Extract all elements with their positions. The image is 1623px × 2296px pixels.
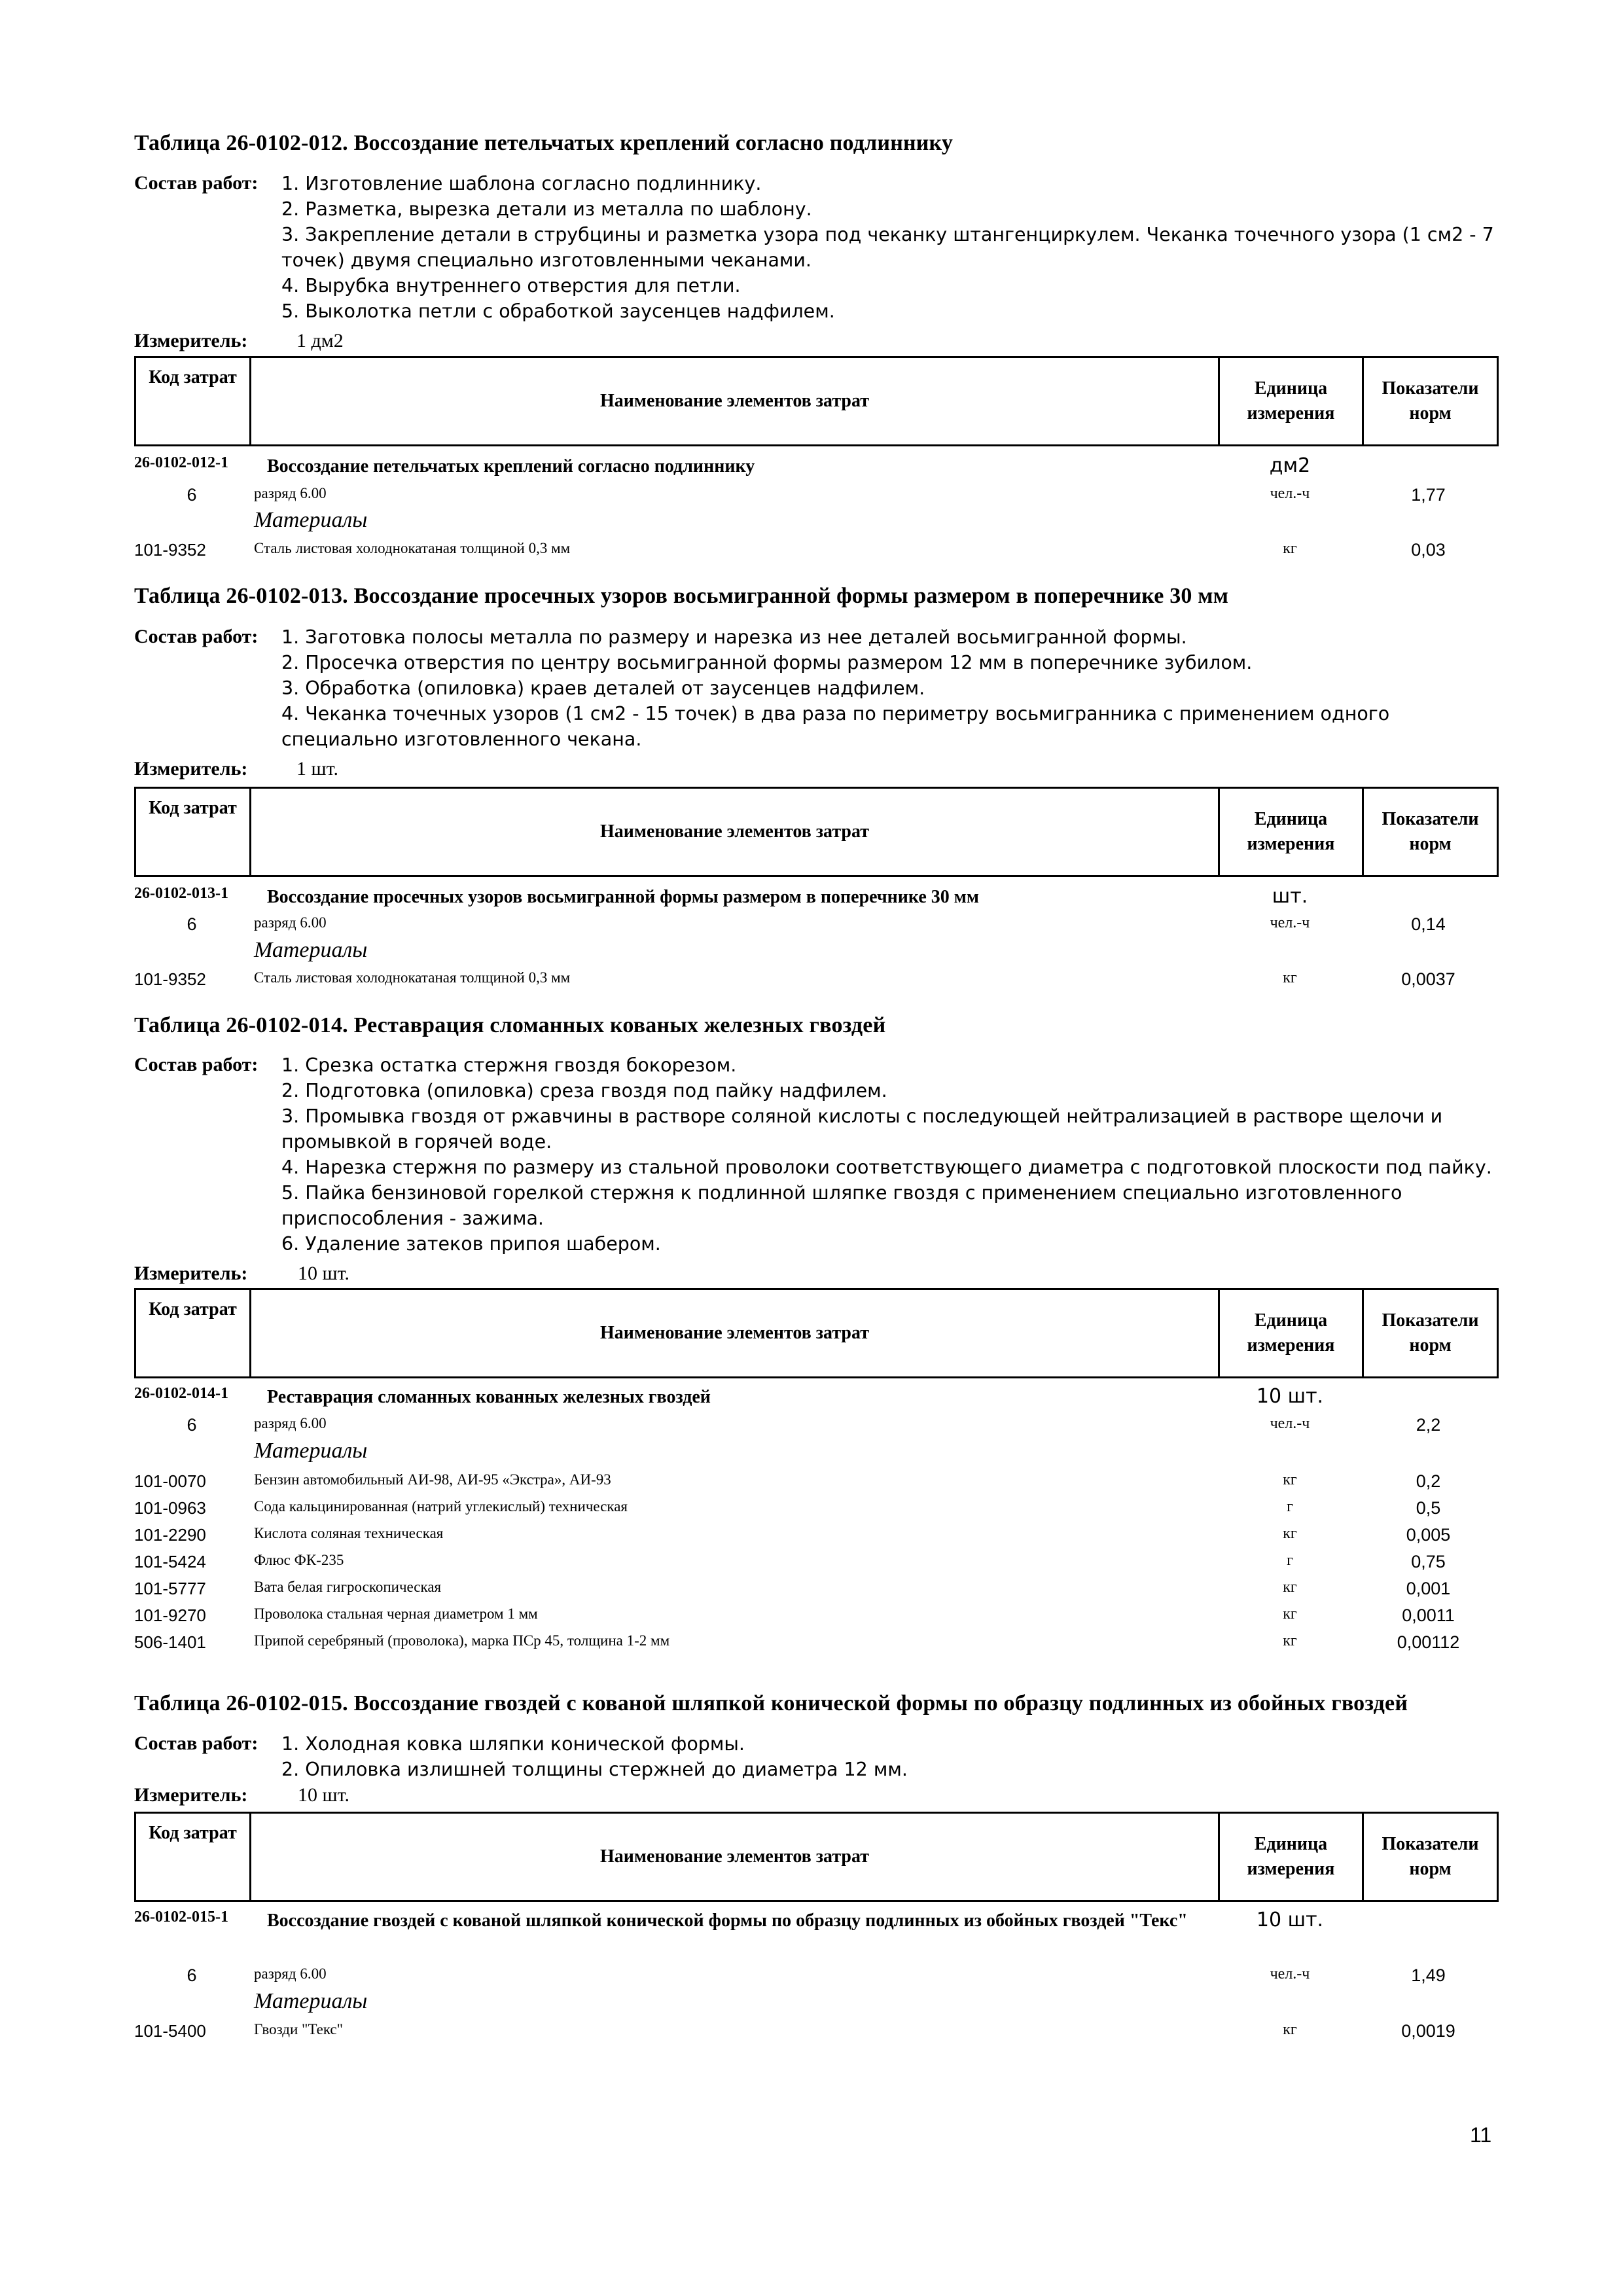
header-norm: Показатели норм (1382, 1834, 1479, 1879)
work-steps (281, 1731, 1512, 1782)
header-unit: Единица измерения (1220, 789, 1364, 875)
work-step: 1. Заготовка полосы металла по размеру и нарезка из нее деталей восьмигранной формы. (281, 626, 1187, 648)
labor-value: 0,14 (1411, 914, 1446, 934)
work-step: 4. Нарезка стержня по размеру из стальной проволоки соответствующего диаметра с подготовкой плоскости под пайку. (281, 1157, 1492, 1178)
item-unit: 10 шт. (1256, 1385, 1324, 1408)
labor-code: 6 (187, 485, 197, 505)
measure-value: 10 шт. (298, 1784, 349, 1806)
material-name: Кислота соляная техническая (254, 1525, 444, 1541)
table-title: Таблица 26-0102-014. Реставрация сломанных кованых железных гвоздей (134, 1013, 886, 1037)
material-code: 101-9352 (134, 969, 206, 989)
material-value: 0,0011 (1402, 1605, 1455, 1625)
material-unit: г (1287, 1498, 1293, 1515)
materials-heading: Материалы (254, 1439, 368, 1463)
material-code: 101-2290 (134, 1525, 206, 1545)
labor-code: 6 (187, 1415, 197, 1435)
page-number: 11 (1470, 2123, 1492, 2147)
header-norm: Показатели норм (1382, 809, 1479, 854)
table-section-014 (134, 1013, 1499, 1677)
work-step: 6. Удаление затеков припоя шабером. (281, 1233, 661, 1255)
item-name: Воссоздание петельчатых креплений согласно подлиннику (267, 456, 755, 476)
measure-label: Измеритель: (134, 330, 248, 351)
measure-label: Измеритель: (134, 758, 248, 780)
table-section-012 (134, 131, 1499, 576)
labor-code: 6 (187, 1965, 197, 1985)
table-header (134, 1288, 1499, 1378)
work-step: 2. Просечка отверстия по центру восьмигранной формы размером 12 мм в поперечнике зубилом. (281, 652, 1253, 673)
material-unit: кг (1283, 969, 1297, 986)
material-name: Гвозди "Текс" (254, 2021, 344, 2037)
materials-heading: Материалы (254, 938, 368, 962)
material-value: 0,0019 (1401, 2021, 1455, 2041)
work-composition-label: Состав работ: (134, 1054, 259, 1075)
work-steps (281, 624, 1512, 752)
table-header (134, 1812, 1499, 1902)
material-unit: г (1287, 1552, 1293, 1569)
table-title: Таблица 26-0102-012. Воссоздание петельчатых креплений согласно подлиннику (134, 131, 954, 155)
header-code: Код затрат (136, 1290, 251, 1376)
material-value: 0,0037 (1401, 969, 1455, 989)
material-name: Вата белая гигроскопическая (254, 1579, 442, 1595)
labor-code: 6 (187, 914, 197, 934)
item-unit: шт. (1272, 885, 1308, 908)
item-code: 26-0102-014-1 (134, 1385, 228, 1402)
materials-heading: Материалы (254, 508, 368, 532)
material-code: 101-9352 (134, 540, 206, 560)
item-code: 26-0102-015-1 (134, 1909, 228, 1926)
header-norm: Показатели норм (1382, 378, 1479, 423)
material-unit: кг (1283, 1605, 1297, 1623)
material-value: 0,005 (1406, 1525, 1451, 1545)
material-unit: кг (1283, 1632, 1297, 1649)
work-step: 5. Выколотка петли с обработкой заусенцев надфилем. (281, 300, 835, 322)
item-code: 26-0102-012-1 (134, 454, 228, 471)
work-composition-label: Состав работ: (134, 1732, 259, 1754)
table-title: Таблица 26-0102-015. Воссоздание гвоздей с кованой шляпкой конической формы по образцу подлинных из обойных гвоздей (134, 1691, 1408, 1715)
labor-name: разряд 6.00 (254, 914, 327, 931)
work-step: 1. Холодная ковка шляпки конической формы. (281, 1733, 745, 1755)
work-composition-label: Состав работ: (134, 172, 259, 194)
header-code: Код затрат (136, 789, 251, 875)
work-step: 1. Срезка остатка стержня гвоздя бокорезом. (281, 1054, 737, 1076)
header-code: Код затрат (136, 358, 251, 444)
item-unit: дм2 (1269, 454, 1311, 477)
labor-value: 1,77 (1411, 485, 1446, 505)
material-name: Сталь листовая холоднокатаная толщиной 0,3 мм (254, 540, 571, 556)
material-unit: кг (1283, 2021, 1297, 2038)
item-code: 26-0102-013-1 (134, 885, 228, 902)
material-code: 101-9270 (134, 1605, 206, 1625)
item-name: Воссоздание просечных узоров восьмигранной формы размером в поперечнике 30 мм (267, 887, 979, 907)
labor-name: разряд 6.00 (254, 1965, 327, 1982)
material-value: 0,5 (1416, 1498, 1441, 1518)
labor-unit: чел.-ч (1270, 1965, 1310, 1982)
material-name: Сода кальцинированная (натрий углекислый) техническая (254, 1498, 628, 1515)
header-name: Наименование элементов затрат (251, 1814, 1220, 1900)
material-unit: кг (1283, 540, 1297, 557)
work-step: 3. Обработка (опиловка) краев деталей от заусенцев надфилем. (281, 677, 925, 699)
work-composition-label: Состав работ: (134, 626, 259, 647)
material-name: Бензин автомобильный АИ-98, АИ-95 «Экстра», АИ-93 (254, 1471, 611, 1488)
material-code: 101-5424 (134, 1552, 206, 1571)
table-header (134, 787, 1499, 877)
labor-name: разряд 6.00 (254, 1415, 327, 1431)
material-unit: кг (1283, 1471, 1297, 1488)
header-name: Наименование элементов затрат (251, 1290, 1220, 1376)
work-step: 2. Разметка, вырезка детали из металла по шаблону. (281, 198, 812, 220)
measure-label: Измеритель: (134, 1784, 248, 1806)
work-step: 3. Промывка гвоздя от ржавчины в растворе соляной кислоты с последующей нейтрализацией в растворе щелочи и промывкой в горячей воде. (281, 1105, 1449, 1153)
header-unit: Единица измерения (1220, 1814, 1364, 1900)
header-name: Наименование элементов затрат (251, 358, 1220, 444)
labor-name: разряд 6.00 (254, 485, 327, 501)
labor-value: 1,49 (1411, 1965, 1446, 1985)
work-steps (281, 1052, 1512, 1257)
material-value: 0,00112 (1397, 1632, 1460, 1652)
material-value: 0,2 (1416, 1471, 1441, 1491)
header-unit: Единица измерения (1220, 358, 1364, 444)
material-code: 101-0070 (134, 1471, 206, 1491)
work-step: 4. Вырубка внутреннего отверстия для петли. (281, 275, 741, 296)
table-header (134, 356, 1499, 446)
table-section-015 (134, 1691, 1499, 2058)
material-name: Проволока стальная черная диаметром 1 мм (254, 1605, 538, 1622)
labor-unit: чел.-ч (1270, 914, 1310, 931)
work-step: 3. Закрепление детали в струбцины и разметка узора под чеканку штангенциркулем. Чеканка точечного узора (1 см2 - 7 точек) двумя специально изготовленными чеканами. (281, 224, 1500, 271)
material-value: 0,001 (1406, 1579, 1451, 1598)
work-step: 2. Опиловка излишней толщины стержней до диаметра 12 мм. (281, 1759, 908, 1780)
work-step: 2. Подготовка (опиловка) среза гвоздя под пайку надфилем. (281, 1080, 887, 1102)
work-step: 5. Пайка бензиновой горелкой стержня к подлинной шляпке гвоздя с применением специально изготовленного приспособления - зажима. (281, 1182, 1408, 1229)
table-title: Таблица 26-0102-013. Воссоздание просечных узоров восьмигранной формы размером в поперечнике 30 мм (134, 584, 1229, 608)
material-name: Флюс ФК-235 (254, 1552, 344, 1568)
material-code: 506-1401 (134, 1632, 206, 1652)
work-step: 4. Чеканка точечных узоров (1 см2 - 15 точек) в два раза по периметру восьмигранника с применением одного специально изготовленного чекана. (281, 703, 1396, 750)
measure-value: 1 дм2 (296, 330, 344, 351)
material-unit: кг (1283, 1525, 1297, 1542)
labor-value: 2,2 (1416, 1415, 1441, 1435)
material-name: Припой серебряный (проволока), марка ПСр 45, толщина 1-2 мм (254, 1632, 670, 1649)
header-norm: Показатели норм (1382, 1310, 1479, 1355)
labor-unit: чел.-ч (1270, 1415, 1310, 1432)
material-unit: кг (1283, 1579, 1297, 1596)
material-code: 101-5777 (134, 1579, 206, 1598)
item-name: Воссоздание гвоздей с кованой шляпкой конической формы по образцу подлинных из обойных гвоздей "Текс" (267, 1910, 1188, 1931)
labor-unit: чел.-ч (1270, 485, 1310, 502)
material-value: 0,75 (1411, 1552, 1446, 1571)
material-code: 101-0963 (134, 1498, 206, 1518)
material-name: Сталь листовая холоднокатаная толщиной 0,3 мм (254, 969, 571, 986)
header-unit: Единица измерения (1220, 1290, 1364, 1376)
measure-value: 10 шт. (298, 1263, 349, 1284)
item-name: Реставрация сломанных кованных железных гвоздей (267, 1387, 711, 1407)
header-code: Код затрат (136, 1814, 251, 1900)
materials-heading: Материалы (254, 1989, 368, 2013)
item-unit: 10 шт. (1256, 1909, 1324, 1931)
measure-label: Измеритель: (134, 1263, 248, 1284)
measure-value: 1 шт. (296, 758, 338, 780)
header-name: Наименование элементов затрат (251, 789, 1220, 875)
material-value: 0,03 (1411, 540, 1446, 560)
work-steps (281, 171, 1512, 324)
work-step: 1. Изготовление шаблона согласно подлиннику. (281, 173, 762, 194)
table-section-013 (134, 584, 1499, 1003)
material-code: 101-5400 (134, 2021, 206, 2041)
